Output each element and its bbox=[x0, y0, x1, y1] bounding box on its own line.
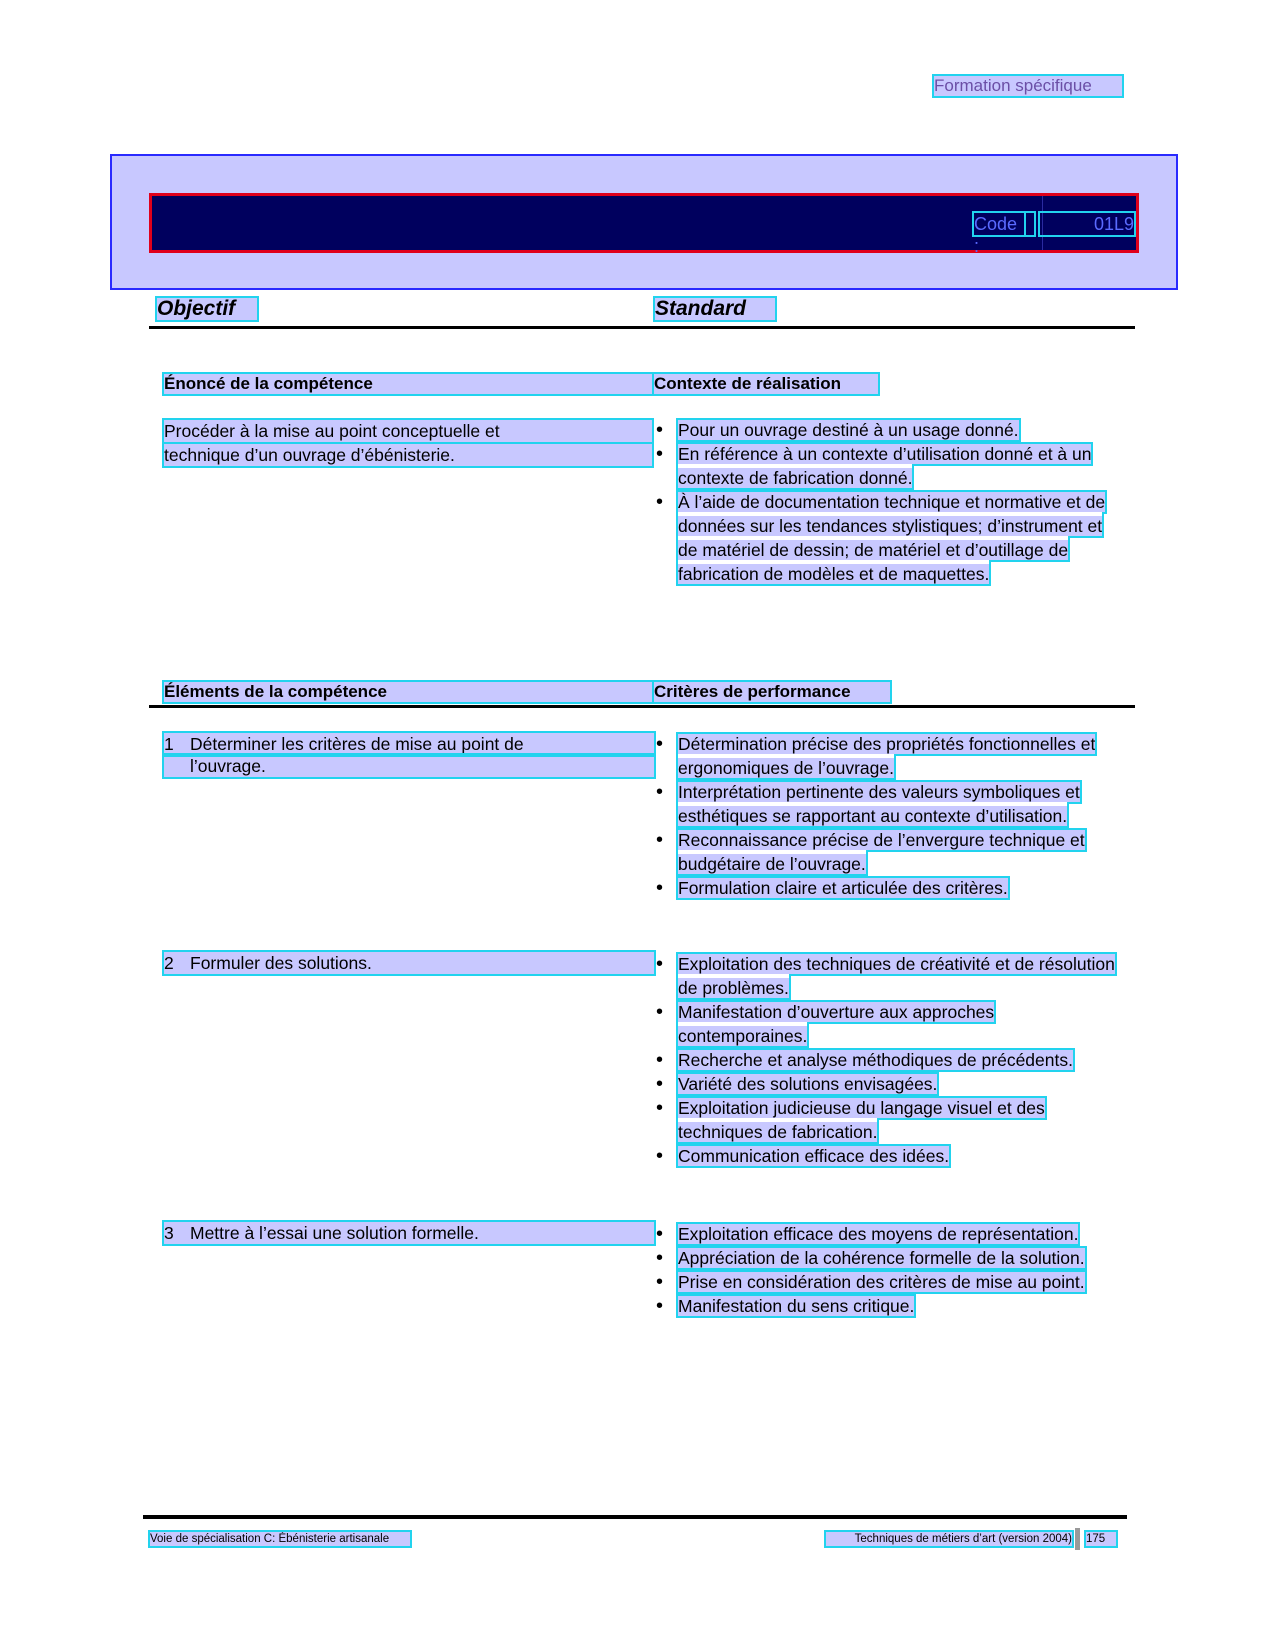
criteria-heading: Critères de performance bbox=[654, 682, 890, 702]
context-list bbox=[656, 418, 1126, 586]
elements-rule bbox=[149, 705, 1135, 708]
criterion-item: • Communication efficace des idées. bbox=[656, 1144, 1126, 1168]
element-line: 2 Formuler des solutions. bbox=[164, 952, 654, 974]
criterion-item: • Exploitation des techniques de créativité et de résolution de problèmes. bbox=[656, 952, 1126, 1000]
criterion-item: • Reconnaissance précise de l’envergure technique et budgétaire de l’ouvrage. bbox=[656, 828, 1126, 876]
context-heading: Contexte de réalisation bbox=[654, 374, 878, 394]
element-line: 1 Déterminer les critères de mise au point de bbox=[164, 733, 654, 755]
element-line: l’ouvrage. bbox=[164, 755, 654, 777]
criterion-item: • Interprétation pertinente des valeurs symboliques et esthétiques se rapportant au contexte d’utilisation. bbox=[656, 780, 1126, 828]
code-value: 01L9 bbox=[1040, 213, 1134, 235]
context-item: • Pour un ouvrage destiné à un usage donné. bbox=[656, 418, 1126, 442]
criterion-item: • Prise en considération des critères de mise au point. bbox=[656, 1270, 1126, 1294]
element-line: 3 Mettre à l’essai une solution formelle. bbox=[164, 1222, 654, 1244]
criteria-list bbox=[656, 732, 1126, 900]
element-item bbox=[164, 733, 654, 777]
criterion-item: • Appréciation de la cohérence formelle de la solution. bbox=[656, 1246, 1126, 1270]
criterion-item: • Détermination précise des propriétés fonctionnelles et ergonomiques de l’ouvrage. bbox=[656, 732, 1126, 780]
context-item: • En référence à un contexte d’utilisation donné et à un contexte de fabrication donné. bbox=[656, 442, 1126, 490]
criteria-list bbox=[656, 952, 1126, 1168]
code-label: Code : bbox=[974, 213, 1024, 235]
standard-heading: Standard bbox=[655, 298, 775, 320]
element-item bbox=[164, 952, 654, 974]
criterion-item: • Exploitation judicieuse du langage visuel et des techniques de fabrication. bbox=[656, 1096, 1126, 1144]
section-label: Formation spécifique bbox=[934, 76, 1122, 96]
context-item: • À l’aide de documentation technique et normative et de données sur les tendances stylistiques; d’instrument et de matériel de dessin; de matériel et d’outillage de fabrication de modèles et de maquettes. bbox=[656, 490, 1126, 586]
footer-right-text: Techniques de métiers d’art (version 2004) bbox=[826, 1532, 1072, 1546]
competence-line: Procéder à la mise au point conceptuelle et bbox=[164, 420, 652, 442]
competence-line: technique d’un ouvrage d’ébénisterie. bbox=[164, 444, 652, 466]
heading-rule bbox=[149, 326, 1135, 329]
page-number: 175 bbox=[1086, 1532, 1116, 1546]
objective-heading: Objectif bbox=[157, 298, 257, 320]
criterion-item: • Recherche et analyse méthodiques de précédents. bbox=[656, 1048, 1126, 1072]
criterion-item: • Variété des solutions envisagées. bbox=[656, 1072, 1126, 1096]
element-item bbox=[164, 1222, 654, 1244]
criterion-item: • Formulation claire et articulée des critères. bbox=[656, 876, 1126, 900]
competence-heading: Énoncé de la compétence bbox=[164, 374, 652, 394]
criterion-item: • Manifestation d’ouverture aux approches contemporaines. bbox=[656, 1000, 1126, 1048]
footer-left-text: Voie de spécialisation C: Ébénisterie artisanale bbox=[150, 1532, 410, 1546]
code-separator bbox=[1026, 213, 1034, 235]
footer-separator bbox=[1075, 1528, 1080, 1550]
criterion-item: • Exploitation efficace des moyens de représentation. bbox=[656, 1222, 1126, 1246]
footer-rule bbox=[143, 1515, 1127, 1519]
criterion-item: • Manifestation du sens critique. bbox=[656, 1294, 1126, 1318]
elements-heading: Éléments de la compétence bbox=[164, 682, 652, 702]
criteria-list bbox=[656, 1222, 1126, 1318]
